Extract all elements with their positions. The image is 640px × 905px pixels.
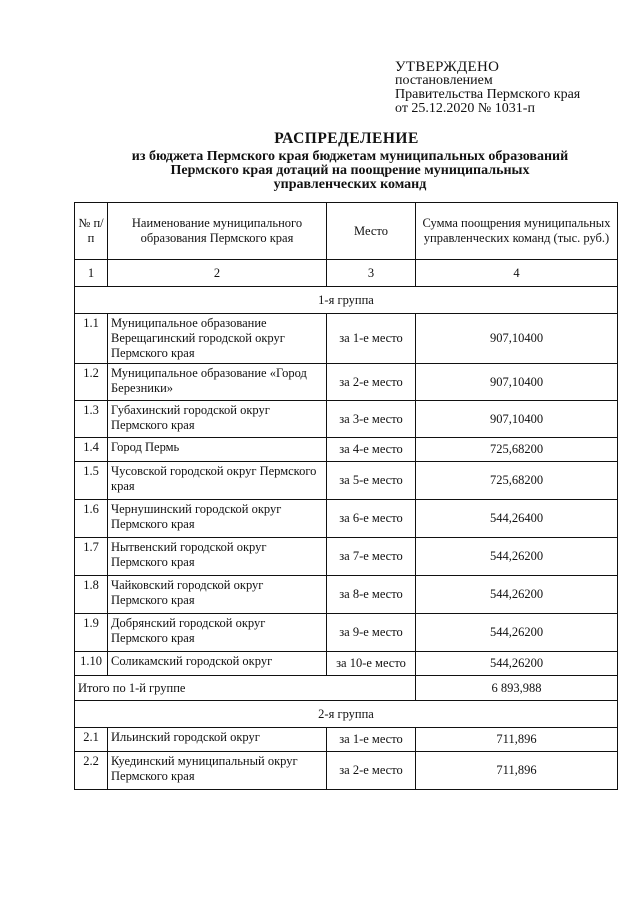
- group-2-label: 2-я группа: [75, 701, 618, 728]
- index-row: [75, 260, 618, 287]
- index-cell: 1: [75, 260, 108, 287]
- row-name: Куединский муниципальный округ Пермского края: [108, 752, 327, 790]
- row-num: 2.1: [75, 728, 108, 752]
- row-num: 1.1: [75, 314, 108, 364]
- row-place: за 1-е место: [327, 728, 416, 752]
- table-row: [75, 314, 618, 364]
- total-value: 6 893,988: [416, 676, 618, 701]
- row-place: за 10-е место: [327, 652, 416, 676]
- row-name: Добрянский городской округ Пермского края: [108, 614, 327, 652]
- document-subtitle: [100, 150, 600, 192]
- group-header-row: [75, 287, 618, 314]
- row-sum: 544,26200: [416, 576, 618, 614]
- header-sum: Сумма поощрения муниципальных управленческих команд (тыс. руб.): [416, 203, 618, 260]
- table-row: [75, 364, 618, 401]
- row-place: за 2-е место: [327, 752, 416, 790]
- row-name: Чернушинский городской округ Пермского края: [108, 500, 327, 538]
- row-sum: 907,10400: [416, 314, 618, 364]
- table-row: [75, 728, 618, 752]
- total-row: [75, 676, 618, 701]
- row-place: за 1-е место: [327, 314, 416, 364]
- row-name: Нытвенский городской округ Пермского края: [108, 538, 327, 576]
- approval-line-3: Правительства Пермского края: [395, 87, 581, 102]
- row-num: 1.3: [75, 401, 108, 438]
- row-name: Муниципальное образование «Город Березники»: [108, 364, 327, 401]
- table-row: [75, 462, 618, 500]
- group-1-label: 1-я группа: [75, 287, 618, 314]
- row-place: за 6-е место: [327, 500, 416, 538]
- table-row: [75, 576, 618, 614]
- row-num: 1.4: [75, 438, 108, 462]
- row-place: за 4-е место: [327, 438, 416, 462]
- row-name: Соликамский городской округ: [108, 652, 327, 676]
- row-place: за 8-е место: [327, 576, 416, 614]
- header-place: Место: [327, 203, 416, 260]
- row-sum: 544,26200: [416, 652, 618, 676]
- index-cell: 4: [416, 260, 618, 287]
- row-sum: 544,26200: [416, 538, 618, 576]
- index-cell: 3: [327, 260, 416, 287]
- row-num: 1.2: [75, 364, 108, 401]
- row-num: 1.8: [75, 576, 108, 614]
- header-name: Наименование муниципального образования Пермского края: [108, 203, 327, 260]
- row-num: 1.5: [75, 462, 108, 500]
- row-sum: 725,68200: [416, 438, 618, 462]
- header-num: № п/п: [75, 203, 108, 260]
- row-name: Муниципальное образование Верещагинский городской округ Пермского края: [108, 314, 327, 364]
- row-sum: 544,26200: [416, 614, 618, 652]
- row-sum: 544,26400: [416, 500, 618, 538]
- row-sum: 907,10400: [416, 364, 618, 401]
- header-row: [75, 203, 618, 260]
- group-header-row: [75, 701, 618, 728]
- subtitle-line-1: из бюджета Пермского края бюджетам муниципальных образований: [131, 149, 569, 164]
- subtitle-line-2: Пермского края дотаций на поощрение муниципальных: [170, 163, 530, 178]
- row-sum: 907,10400: [416, 401, 618, 438]
- table-row: [75, 538, 618, 576]
- row-place: за 3-е место: [327, 401, 416, 438]
- row-sum: 711,896: [416, 728, 618, 752]
- row-sum: 725,68200: [416, 462, 618, 500]
- table-row: [75, 614, 618, 652]
- row-place: за 7-е место: [327, 538, 416, 576]
- row-place: за 9-е место: [327, 614, 416, 652]
- row-num: 1.6: [75, 500, 108, 538]
- row-num: 1.7: [75, 538, 108, 576]
- row-name: Город Пермь: [108, 438, 327, 462]
- table-row: [75, 401, 618, 438]
- row-name: Чайковский городской округ Пермского края: [108, 576, 327, 614]
- row-sum: 711,896: [416, 752, 618, 790]
- document-title: РАСПРЕДЕЛЕНИЕ: [274, 130, 419, 147]
- subtitle-line-3: управленческих команд: [273, 177, 427, 192]
- distribution-table: [74, 202, 618, 790]
- row-num: 1.10: [75, 652, 108, 676]
- total-label: Итого по 1-й группе: [75, 676, 416, 701]
- row-name: Губахинский городской округ Пермского края: [108, 401, 327, 438]
- table-row: [75, 500, 618, 538]
- row-name: Чусовской городской округ Пермского края: [108, 462, 327, 500]
- approval-stamp: [395, 60, 580, 116]
- index-cell: 2: [108, 260, 327, 287]
- table-row: [75, 438, 618, 462]
- table-row: [75, 752, 618, 790]
- approval-line-1: УТВЕРЖДЕНО: [395, 59, 500, 75]
- row-num: 1.9: [75, 614, 108, 652]
- approval-line-4: от 25.12.2020 № 1031-п: [395, 101, 535, 116]
- row-name: Ильинский городской округ: [108, 728, 327, 752]
- row-place: за 2-е место: [327, 364, 416, 401]
- approval-line-2: постановлением: [395, 73, 493, 88]
- row-place: за 5-е место: [327, 462, 416, 500]
- row-num: 2.2: [75, 752, 108, 790]
- table-row: [75, 652, 618, 676]
